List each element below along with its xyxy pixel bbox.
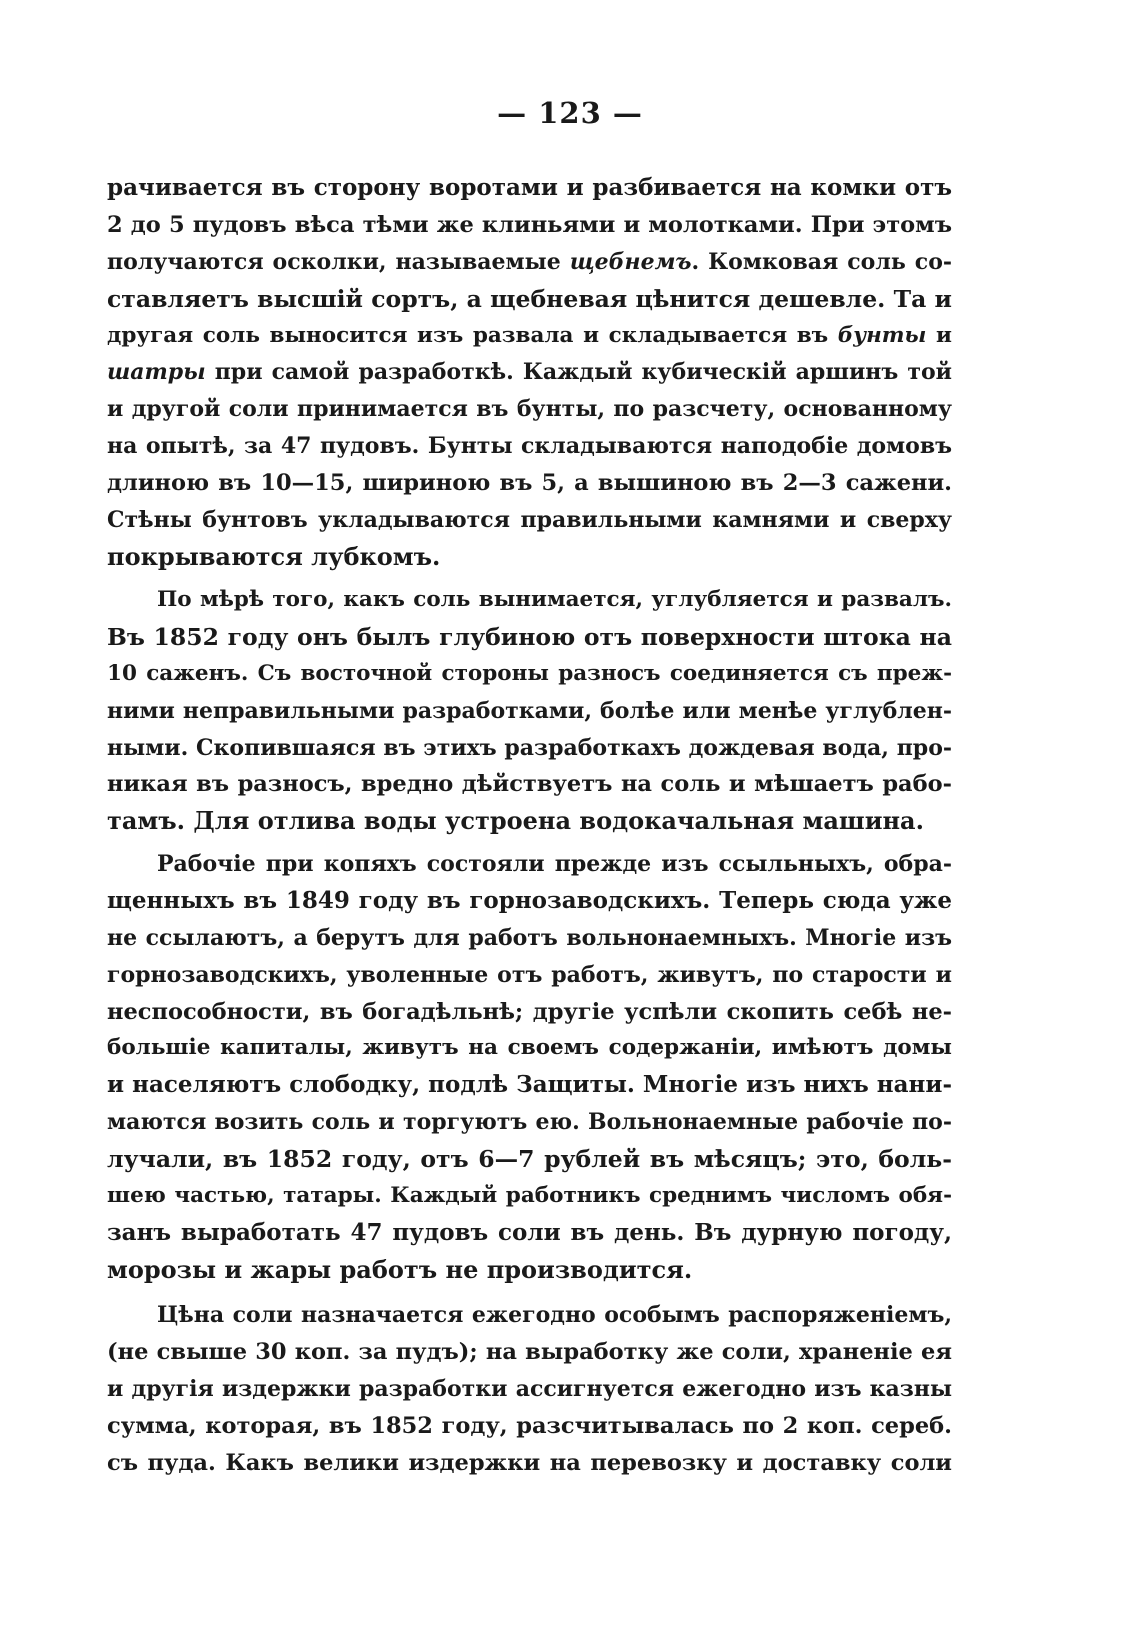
- text-line: сумма, которая, въ 1852 году, разсчитывалась по 2 коп. сереб.: [107, 1412, 952, 1439]
- text-line: морозы и жары работъ не производится.: [107, 1254, 693, 1284]
- page-number: — 123 —: [497, 96, 643, 130]
- text-line: ными. Скопившаяся въ этихъ разработкахъ дождевая вода, про-: [107, 734, 952, 761]
- text-line: рачивается въ сторону воротами и разбивается на комки отъ: [107, 174, 952, 201]
- text-line: длиною въ 10—15, шириною въ 5, а вышиною въ 2—3 сажени.: [107, 470, 952, 497]
- text-line: маются возить соль и торгуютъ ею. Вольнонаемные рабочіе по-: [107, 1109, 952, 1136]
- text-segment: при самой разработкѣ. Каждый кубическій аршинъ той: [205, 359, 952, 386]
- text-line: щенныхъ въ 1849 году въ горнозаводскихъ. Теперь сюда уже: [107, 886, 952, 914]
- text-line: горнозаводскихъ, уволенные отъ работъ, живутъ, по старости и: [107, 961, 952, 988]
- text-line: шею частью, татары. Каждый работникъ среднимъ числомъ обя-: [107, 1183, 952, 1209]
- text-line: большіе капиталы, живутъ на своемъ содержаніи, имѣютъ домы: [107, 1035, 952, 1061]
- text-segment: получаются осколки, называемые: [107, 248, 570, 275]
- text-line: 2 до 5 пудовъ вѣса тѣми же клиньями и молотками. При этомъ: [107, 211, 952, 238]
- text-segment: и: [926, 322, 952, 348]
- text-line: Рабочіе при копяхъ состояли прежде изъ ссыльныхъ, обра-: [157, 851, 952, 877]
- text-line: ними неправильными разработками, болѣе или менѣе углублен-: [107, 697, 952, 724]
- text-line: (не свыше 30 коп. за пудъ); на выработку же соли, храненіе ея: [107, 1338, 952, 1365]
- text-line: 10 саженъ. Съ восточной стороны разносъ соединяется съ преж-: [107, 660, 952, 686]
- text-line: [107, 244, 952, 281]
- paragraph-2: [107, 582, 952, 840]
- text-line: Въ 1852 году онъ былъ глубиною отъ поверхности штока на: [107, 622, 952, 651]
- paragraph-1: [107, 170, 952, 576]
- text-line: на опытѣ, за 47 пудовъ. Бунты складываются наподобіе домовъ: [107, 433, 952, 460]
- text-line: Стѣны бунтовъ укладываются правильными камнями и сверху: [107, 507, 952, 534]
- text-line: ставляетъ высшій сортъ, а щебневая цѣнится дешевле. Та и: [107, 284, 952, 313]
- text-line: и другой соли принимается въ бунты, по разсчету, основанному: [107, 396, 952, 423]
- text-line: тамъ. Для отлива воды устроена водокачальная машина.: [107, 806, 924, 836]
- text-line: лучали, въ 1852 году, отъ 6—7 рублей въ мѣсяцъ; это, боль-: [107, 1145, 952, 1174]
- text-line: никая въ разносъ, вредно дѣйствуетъ на соль и мѣшаетъ рабо-: [107, 771, 952, 798]
- text-segment: . Комковая соль со-: [691, 248, 952, 275]
- paragraph-4: [107, 1297, 952, 1481]
- text-line: и другія издержки разработки ассигнуется ежегодно изъ казны: [107, 1375, 952, 1402]
- text-line: и населяютъ слободку, подлѣ Защиты. Многіе изъ нихъ нани-: [107, 1071, 952, 1099]
- italic-term: бунты: [837, 322, 927, 348]
- text-segment: другая соль выносится изъ развала и складывается въ: [107, 322, 838, 348]
- text-line: не ссылаютъ, а берутъ для работъ вольнонаемныхъ. Многіе изъ: [107, 924, 952, 951]
- text-line: покрываются лубкомъ.: [107, 541, 441, 571]
- text-line: съ пуда. Какъ велики издержки на перевозку и доставку соли: [107, 1449, 952, 1476]
- text-line: [107, 354, 952, 391]
- text-line: занъ выработать 47 пудовъ соли въ день. Въ дурную погоду,: [107, 1218, 952, 1246]
- text-line: [107, 318, 952, 355]
- italic-term: шатры: [107, 359, 206, 386]
- italic-term: щебнемъ: [569, 248, 692, 275]
- paragraph-3: [107, 846, 952, 1289]
- text-line: По мѣрѣ того, какъ соль вынимается, углубляется и развалъ.: [157, 587, 952, 612]
- text-line: неспособности, въ богадѣльнѣ; другіе успѣли скопить себѣ не-: [107, 998, 952, 1025]
- text-line: Цѣна соли назначается ежегодно особымъ распоряженіемъ,: [157, 1302, 952, 1328]
